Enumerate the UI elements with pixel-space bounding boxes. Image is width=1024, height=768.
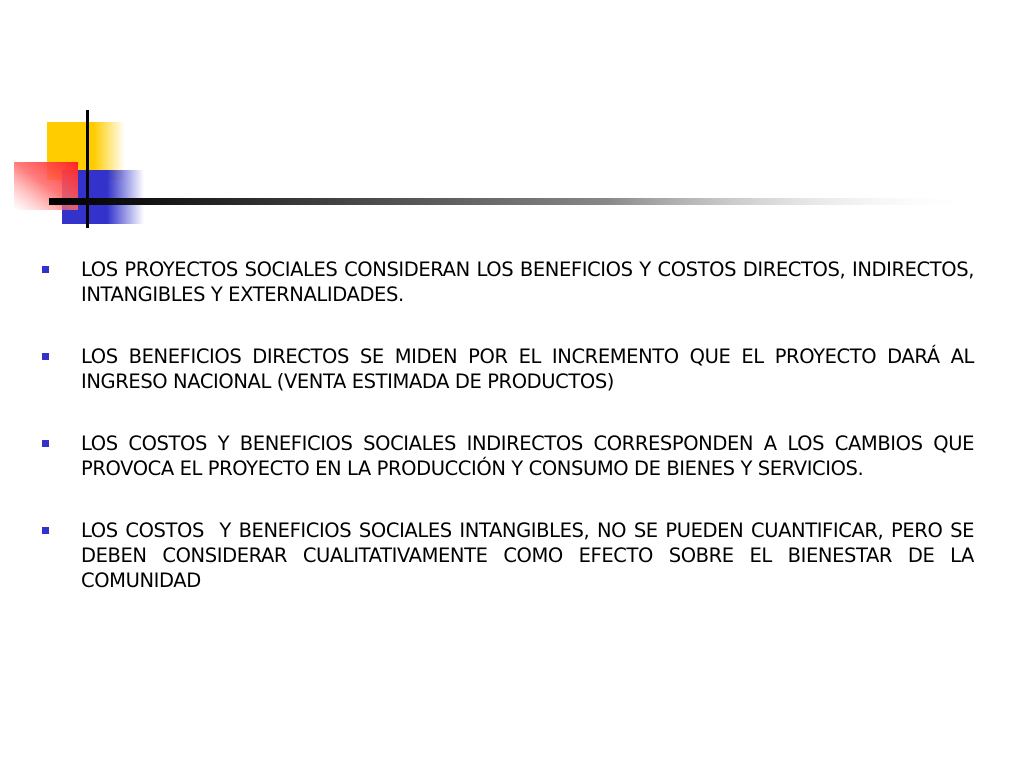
bullet-item xyxy=(42,518,980,593)
bullet-item xyxy=(42,344,980,394)
decorative-header-graphic xyxy=(0,0,1024,240)
vertical-divider-line xyxy=(86,110,89,228)
square-bullet-icon xyxy=(42,353,49,360)
bullet-text: LOS BENEFICIOS DIRECTOS SE MIDEN POR EL INCREMENTO QUE EL PROYECTO DARÁ AL INGRESO NACIONAL (VENTA ESTIMADA DE PRODUCTOS) xyxy=(81,345,980,393)
bullet-text: LOS COSTOS Y BENEFICIOS SOCIALES INDIRECTOS CORRESPONDEN A LOS CAMBIOS QUE PROVOCA EL PROYECTO EN LA PRODUCCIÓN Y CONSUMO DE BIENES Y SERVICIOS. xyxy=(81,432,980,480)
bullet-text: LOS PROYECTOS SOCIALES CONSIDERAN LOS BENEFICIOS Y COSTOS DIRECTOS, INDIRECTOS, INTANGIBLES Y EXTERNALIDADES. xyxy=(81,258,980,306)
bullet-text: LOS COSTOS Y BENEFICIOS SOCIALES INTANGIBLES, NO SE PUEDEN CUANTIFICAR, PERO SE DEBEN CONSIDERAR CUALITATIVAMENTE COMO EFECTO SOBRE EL BIENESTAR DE LA COMUNIDAD xyxy=(81,519,980,592)
bullet-item xyxy=(42,431,980,481)
horizontal-divider-line xyxy=(49,198,979,205)
square-bullet-icon xyxy=(42,527,49,534)
square-bullet-icon xyxy=(42,266,49,273)
bullet-list xyxy=(42,257,980,630)
bullet-item xyxy=(42,257,980,307)
square-bullet-icon xyxy=(42,440,49,447)
